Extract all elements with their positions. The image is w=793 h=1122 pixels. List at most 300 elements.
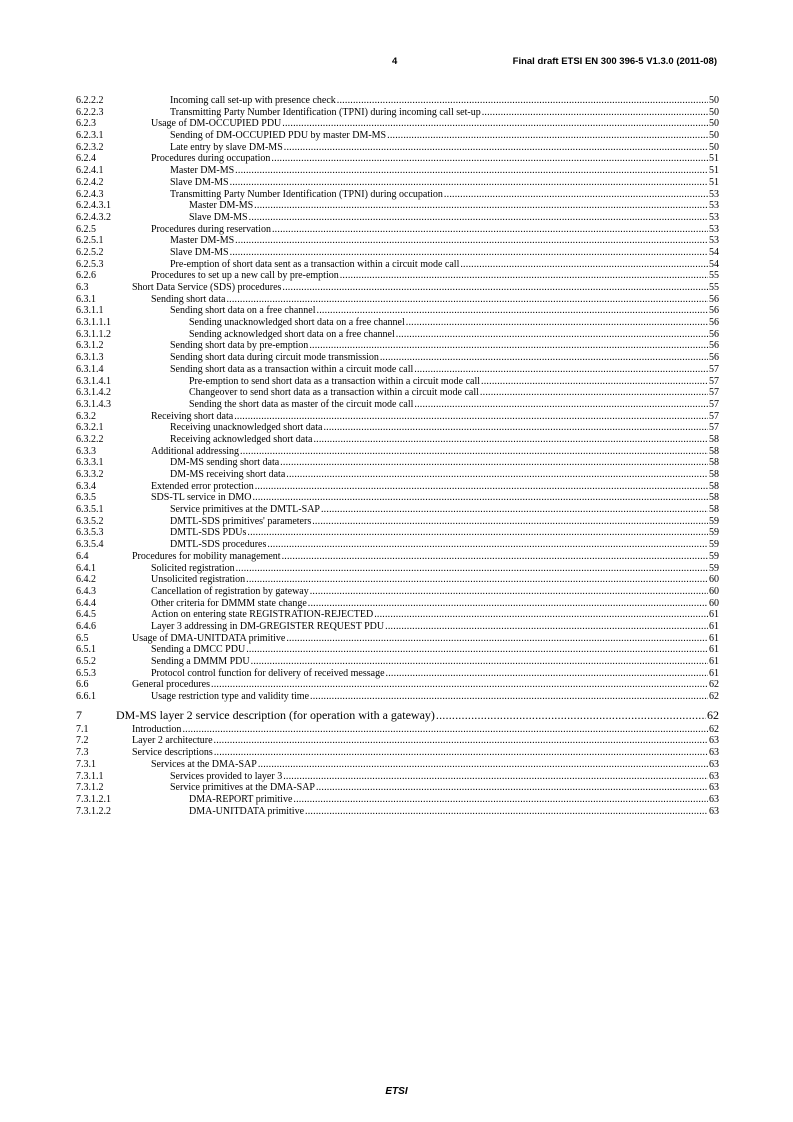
toc-leader-dots	[305, 806, 708, 818]
toc-leader-dots	[481, 376, 708, 388]
toc-entry-number: 6.3.5.3	[76, 527, 104, 539]
toc-entry-number: 6.2.3.2	[76, 141, 104, 153]
toc-entry[interactable]	[76, 399, 719, 411]
toc-entry-title: Sending short data during circuit mode transmission	[170, 352, 379, 364]
toc-entry-number: 6.3.4	[76, 480, 96, 492]
toc-entry-title: Unsolicited registration	[151, 574, 246, 586]
toc-entry[interactable]	[76, 724, 719, 736]
toc-entry-page: 54	[709, 246, 719, 258]
toc-entry[interactable]	[76, 516, 719, 528]
toc-entry-title: Procedures to set up a new call by pre-emption	[151, 270, 339, 282]
toc-entry-title: Pre-emption to send short data as a transaction within a circuit mode call	[189, 375, 481, 387]
toc-entry-title: Additional addressing	[151, 445, 240, 457]
toc-entry-page: 63	[709, 747, 719, 759]
toc-entry[interactable]	[76, 527, 719, 539]
toc-entry-number: 7.3.1.2.1	[76, 793, 111, 805]
toc-entry-page: 55	[709, 282, 719, 293]
toc-leader-dots	[480, 387, 708, 399]
toc-entry[interactable]	[76, 771, 719, 783]
toc-entry-title: Introduction	[132, 723, 182, 735]
toc-entry-number: 6.3.5.4	[76, 539, 104, 551]
toc-leader-dots	[246, 644, 708, 656]
toc-leader-dots	[385, 621, 708, 633]
toc-entry-title: Late entry by slave DM-MS	[170, 141, 283, 153]
toc-entry-page: 59	[709, 562, 719, 574]
toc-entry-page: 60	[709, 597, 719, 609]
toc-entry[interactable]	[76, 469, 719, 481]
toc-entry[interactable]	[76, 539, 719, 551]
toc-leader-dots	[240, 446, 708, 458]
toc-entry-title: Action on entering state REGISTRATION-REJECTED	[151, 609, 374, 621]
toc-entry-number: 6.3.2.2	[76, 433, 104, 445]
toc-entry-number: 6.2.5.2	[76, 246, 104, 258]
toc-leader-dots	[293, 794, 708, 806]
toc-entry-number: 6.3.3.2	[76, 469, 104, 480]
toc-entry-page: 53	[709, 211, 719, 223]
toc-entry[interactable]	[76, 598, 719, 610]
toc-entry-page: 57	[709, 422, 719, 434]
toc-entry[interactable]	[76, 364, 719, 376]
toc-entry-page: 50	[709, 106, 719, 118]
toc-entry-number: 7.3.1	[76, 758, 96, 770]
toc-entry-title: Services provided to layer 3	[170, 770, 283, 782]
toc-leader-dots	[286, 469, 708, 481]
toc-entry-title: DMTL-SDS procedures	[170, 539, 267, 551]
toc-entry-number: 6.3.1.1	[76, 305, 104, 317]
toc-leader-dots	[386, 668, 708, 680]
toc-entry-title: Sending short data as a transaction within a circuit mode call	[170, 363, 414, 375]
toc-entry-number: 6.3.1.3	[76, 352, 104, 364]
toc-entry-title: DM-MS sending short data	[170, 457, 280, 469]
toc-entry[interactable]	[76, 563, 719, 575]
toc-entry-number: 6.5.2	[76, 656, 96, 667]
toc-entry[interactable]	[76, 668, 719, 680]
toc-entry[interactable]	[76, 282, 719, 294]
toc-entry[interactable]	[76, 644, 719, 656]
toc-leader-dots	[436, 706, 706, 724]
toc-entry-number: 7.3.1.2.2	[76, 805, 111, 817]
toc-entry-number: 6.2.5.3	[76, 258, 104, 270]
toc-leader-dots	[254, 200, 708, 212]
toc-entry[interactable]	[76, 481, 719, 493]
toc-entry-title: Service descriptions	[132, 747, 213, 759]
toc-leader-dots	[255, 481, 708, 493]
toc-entry-number: 6.2.4.3.1	[76, 200, 111, 212]
toc-entry-page: 63	[709, 758, 719, 770]
toc-entry-page: 56	[709, 305, 719, 317]
toc-leader-dots	[323, 422, 708, 434]
toc-entry[interactable]	[76, 759, 719, 771]
toc-entry-page: 57	[709, 375, 719, 387]
toc-leader-dots	[312, 516, 708, 528]
table-of-contents	[76, 95, 719, 817]
toc-entry-title: DMTL-SDS primitives' parameters	[170, 515, 312, 527]
toc-entry-page: 62	[707, 707, 719, 722]
toc-entry-number: 7.2	[76, 735, 89, 747]
toc-entry-number: 6.3.2	[76, 410, 96, 422]
toc-entry[interactable]	[76, 387, 719, 399]
toc-leader-dots	[482, 107, 708, 119]
toc-entry-number: 6.3.1.4	[76, 363, 104, 375]
toc-entry[interactable]	[76, 422, 719, 434]
toc-leader-dots	[251, 656, 708, 668]
toc-leader-dots	[406, 317, 708, 329]
toc-leader-dots	[340, 270, 708, 282]
toc-entry-page: 61	[709, 644, 719, 656]
toc-entry[interactable]	[76, 352, 719, 364]
toc-entry[interactable]	[76, 586, 719, 598]
toc-entry-number: 6.4.6	[76, 620, 96, 632]
toc-entry-number: 6.3.1.4.1	[76, 375, 111, 387]
toc-entry-number: 6.2.4.3.2	[76, 211, 111, 223]
toc-leader-dots	[414, 364, 708, 376]
toc-entry-page: 60	[709, 585, 719, 597]
toc-leader-dots	[310, 586, 708, 598]
toc-entry-number: 6.3.1.1.1	[76, 317, 111, 329]
toc-leader-dots	[272, 224, 708, 236]
toc-entry[interactable]	[76, 735, 719, 747]
toc-entry-title: Pre-emption of short data sent as a transaction within a circuit mode call	[170, 258, 460, 270]
toc-entry-title: Procedures for mobility management	[132, 550, 281, 562]
toc-entry[interactable]	[76, 189, 719, 201]
toc-entry-title: Procedures during occupation	[151, 153, 271, 165]
toc-entry-page: 53	[709, 200, 719, 212]
toc-entry-page: 58	[709, 457, 719, 469]
footer-etsi: ETSI	[385, 1086, 408, 1097]
toc-entry-title: Sending a DMCC PDU	[151, 644, 246, 656]
toc-entry[interactable]	[76, 340, 719, 352]
toc-entry-title: Service primitives at the DMTL-SAP	[170, 504, 320, 516]
toc-entry-title: Usage of DMA-UNITDATA primitive	[132, 632, 286, 644]
toc-leader-dots	[267, 539, 708, 551]
toc-entry-title: Short Data Service (SDS) procedures	[132, 282, 282, 293]
toc-entry-page: 51	[709, 153, 719, 165]
toc-leader-dots	[236, 563, 708, 575]
toc-leader-dots	[444, 189, 708, 201]
toc-entry-number: 6.5.3	[76, 667, 96, 679]
toc-entry-title: Service primitives at the DMA-SAP	[170, 782, 315, 794]
toc-entry[interactable]	[76, 457, 719, 469]
toc-entry[interactable]	[76, 504, 719, 516]
toc-leader-dots	[230, 247, 708, 259]
toc-leader-dots	[317, 305, 708, 317]
toc-entry-number: 7.3.1.2	[76, 782, 104, 794]
toc-entry-page: 56	[709, 352, 719, 364]
toc-entry[interactable]	[76, 107, 719, 119]
toc-entry-page: 56	[709, 340, 719, 352]
toc-leader-dots	[214, 747, 708, 759]
page-header	[0, 56, 793, 72]
toc-entry-title: Receiving short data	[151, 410, 234, 422]
toc-entry-title: Protocol control function for delivery of received message	[151, 667, 385, 679]
toc-leader-dots	[310, 691, 708, 703]
toc-entry-number: 6.2.4.3	[76, 188, 104, 200]
toc-entry-page: 54	[709, 258, 719, 270]
toc-entry-title: Transmitting Party Number Identification (TPNI) during occupation	[170, 188, 443, 200]
toc-entry-number: 6.2.4.1	[76, 165, 104, 177]
toc-leader-dots	[258, 759, 708, 771]
toc-leader-dots	[282, 551, 708, 563]
toc-entry-number: 6.4.2	[76, 574, 96, 586]
toc-leader-dots	[235, 165, 708, 177]
toc-entry-page: 53	[709, 223, 719, 235]
toc-entry-title: Sending acknowledged short data on a free channel	[189, 328, 395, 340]
toc-entry-page: 56	[709, 328, 719, 340]
toc-entry[interactable]	[76, 294, 719, 306]
toc-entry-number: 6.2.5	[76, 223, 96, 235]
toc-entry-page: 61	[709, 609, 719, 621]
toc-entry-title: Layer 3 addressing in DM-GREGISTER REQUEST PDU	[151, 620, 385, 632]
toc-entry[interactable]	[76, 142, 719, 154]
toc-entry-page: 57	[709, 398, 719, 410]
toc-entry-number: 7.3.1.1	[76, 770, 104, 782]
toc-entry-number: 6.2.3.1	[76, 130, 104, 142]
toc-leader-dots	[380, 352, 708, 364]
toc-entry-number: 6.3.1.1.2	[76, 328, 111, 340]
document-title: Final draft ETSI EN 300 396-5 V1.3.0 (2011-08)	[512, 56, 717, 67]
toc-entry-page: 58	[709, 445, 719, 457]
toc-entry-title: Sending unacknowledged short data on a free channel	[189, 317, 405, 329]
toc-entry[interactable]	[76, 806, 719, 818]
toc-entry-number: 6.4.1	[76, 562, 96, 574]
toc-entry-number: 6.3.2.1	[76, 422, 104, 434]
toc-leader-dots	[387, 130, 708, 142]
toc-leader-dots	[246, 574, 708, 586]
toc-entry-number: 6.6	[76, 679, 89, 691]
toc-entry-number: 6.3.3.1	[76, 457, 104, 469]
toc-entry-number: 6.2.4	[76, 153, 96, 165]
toc-leader-dots	[252, 492, 708, 504]
toc-leader-dots	[182, 724, 708, 736]
toc-entry[interactable]	[76, 747, 719, 759]
toc-entry-number: 6.3.1.2	[76, 340, 104, 352]
toc-entry-title: Extended error protection	[151, 480, 254, 492]
toc-entry[interactable]	[76, 200, 719, 212]
toc-entry-page: 58	[709, 492, 719, 504]
toc-entry-page: 58	[709, 469, 719, 480]
toc-entry-page: 59	[709, 550, 719, 562]
toc-leader-dots	[309, 340, 708, 352]
toc-entry-page: 62	[709, 679, 719, 691]
toc-entry-title: Sending short data by pre-emption	[170, 340, 309, 352]
toc-entry-title: Receiving acknowledged short data	[170, 433, 313, 445]
toc-entry-title: Transmitting Party Number Identification (TPNI) during incoming call set-up	[170, 106, 481, 118]
toc-entry-number: 6.2.6	[76, 270, 96, 282]
toc-entry-page: 63	[709, 782, 719, 794]
toc-entry-title: Solicited registration	[151, 562, 235, 574]
toc-entry-title: Sending a DMMM PDU	[151, 656, 250, 667]
toc-leader-dots	[282, 282, 708, 294]
toc-entry-number: 6.3.5	[76, 492, 96, 504]
toc-entry-number: 6.5.1	[76, 644, 96, 656]
toc-entry[interactable]	[76, 782, 719, 794]
toc-leader-dots	[211, 679, 708, 691]
toc-entry[interactable]	[76, 118, 719, 130]
toc-entry-page: 51	[709, 165, 719, 177]
toc-leader-dots	[286, 633, 708, 645]
toc-entry-page: 63	[709, 793, 719, 805]
toc-entry[interactable]	[76, 492, 719, 504]
toc-entry[interactable]	[76, 317, 719, 329]
toc-entry-number: 7.3	[76, 747, 89, 759]
toc-entry-title: Changeover to send short data as a transaction within a circuit mode call	[189, 387, 479, 399]
toc-entry-title: Incoming call set-up with presence check	[170, 95, 336, 106]
toc-entry-page: 57	[709, 410, 719, 422]
toc-entry-page: 63	[709, 805, 719, 817]
toc-entry-page: 55	[709, 270, 719, 282]
toc-entry-title: DM-MS receiving short data	[170, 469, 286, 480]
toc-entry[interactable]	[76, 376, 719, 388]
toc-entry-number: 6.4.3	[76, 585, 96, 597]
toc-entry[interactable]	[76, 212, 719, 224]
toc-entry-page: 59	[709, 527, 719, 539]
toc-entry[interactable]	[76, 691, 719, 703]
toc-entry-title: Procedures during reservation	[151, 223, 271, 235]
toc-entry-number: 6.3.3	[76, 445, 96, 457]
toc-entry-number: 6.3.5.1	[76, 504, 104, 516]
toc-entry[interactable]	[76, 574, 719, 586]
toc-entry[interactable]	[76, 633, 719, 645]
toc-entry-number: 6.4.5	[76, 609, 96, 621]
toc-entry-number: 6.2.2.3	[76, 106, 104, 118]
toc-entry-title: Receiving unacknowledged short data	[170, 422, 323, 434]
toc-entry[interactable]	[76, 224, 719, 236]
toc-leader-dots	[308, 598, 708, 610]
toc-entry-number: 6.2.4.2	[76, 176, 104, 188]
toc-entry[interactable]	[76, 434, 719, 446]
toc-leader-dots	[283, 771, 708, 783]
toc-entry-title: DM-MS layer 2 service description (for operation with a gateway)	[116, 707, 435, 722]
toc-leader-dots	[284, 142, 708, 154]
toc-entry[interactable]	[76, 259, 719, 271]
toc-entry-number: 6.3.5.2	[76, 515, 104, 527]
toc-leader-dots	[282, 118, 708, 130]
toc-entry-number: 6.2.3	[76, 118, 96, 130]
toc-entry-title: DMA-REPORT primitive	[189, 793, 293, 805]
toc-entry[interactable]	[76, 247, 719, 259]
toc-entry-page: 57	[709, 363, 719, 375]
toc-entry-page: 50	[709, 141, 719, 153]
toc-entry-page: 59	[709, 539, 719, 551]
toc-entry-page: 62	[709, 723, 719, 735]
toc-entry-page: 58	[709, 480, 719, 492]
toc-leader-dots	[249, 212, 708, 224]
toc-entry-page: 56	[709, 293, 719, 305]
toc-entry[interactable]	[76, 446, 719, 458]
toc-leader-dots	[226, 294, 708, 306]
toc-entry[interactable]	[76, 95, 719, 107]
toc-entry-page: 62	[709, 691, 719, 703]
toc-entry-page: 57	[709, 387, 719, 399]
toc-leader-dots	[414, 399, 708, 411]
toc-leader-dots	[460, 259, 708, 271]
toc-leader-dots	[280, 457, 708, 469]
toc-entry-title: Sending short data on a free channel	[170, 305, 316, 317]
toc-entry-title: Master DM-MS	[170, 165, 235, 177]
toc-entry[interactable]	[76, 329, 719, 341]
toc-entry-page: 60	[709, 574, 719, 586]
toc-entry-number: 6.3	[76, 282, 89, 293]
toc-entry[interactable]	[76, 794, 719, 806]
toc-entry-title: Usage of DM-OCCUPIED PDU	[151, 118, 282, 130]
toc-leader-dots	[337, 95, 708, 107]
toc-entry[interactable]	[76, 270, 719, 282]
toc-entry-page: 61	[709, 656, 719, 667]
toc-entry-page: 63	[709, 770, 719, 782]
toc-entry-title: Sending of DM-OCCUPIED PDU by master DM-MS	[170, 130, 387, 142]
toc-leader-dots	[374, 609, 708, 621]
toc-entry-title: Cancellation of registration by gateway	[151, 585, 309, 597]
toc-leader-dots	[321, 504, 708, 516]
toc-entry-title: Sending the short data as master of the circuit mode call	[189, 398, 414, 410]
toc-entry[interactable]	[76, 656, 719, 668]
toc-entry-title: Layer 2 architecture	[132, 735, 213, 747]
toc-leader-dots	[313, 434, 708, 446]
toc-entry[interactable]	[76, 551, 719, 563]
toc-entry[interactable]	[76, 411, 719, 423]
toc-entry[interactable]	[76, 609, 719, 621]
toc-entry[interactable]	[76, 305, 719, 317]
toc-entry-title: Usage restriction type and validity time	[151, 691, 310, 703]
toc-entry-page: 50	[709, 95, 719, 106]
toc-entry-number: 6.3.1.4.2	[76, 387, 111, 399]
toc-entry-number: 6.6.1	[76, 691, 96, 703]
toc-leader-dots	[271, 153, 708, 165]
toc-entry[interactable]	[76, 235, 719, 247]
toc-leader-dots	[247, 527, 708, 539]
toc-entry-page: 56	[709, 317, 719, 329]
toc-entry-page: 51	[709, 176, 719, 188]
toc-entry-title: General procedures	[132, 679, 211, 691]
toc-leader-dots	[234, 411, 708, 423]
toc-entry-title: Slave DM-MS	[189, 211, 248, 223]
toc-entry-page: 61	[709, 620, 719, 632]
toc-entry-page: 50	[709, 130, 719, 142]
toc-leader-dots	[235, 235, 708, 247]
toc-leader-dots	[316, 782, 708, 794]
toc-entry-title: SDS-TL service in DMO	[151, 492, 252, 504]
toc-entry[interactable]	[76, 621, 719, 633]
toc-entry-page: 61	[709, 667, 719, 679]
toc-entry-title: DMTL-SDS PDUs	[170, 527, 247, 539]
toc-entry-number: 6.4.4	[76, 597, 96, 609]
toc-entry[interactable]	[76, 706, 719, 724]
toc-entry-number: 6.2.2.2	[76, 95, 104, 106]
toc-entry-number: 7.1	[76, 723, 89, 735]
toc-entry[interactable]	[76, 153, 719, 165]
toc-entry[interactable]	[76, 177, 719, 189]
toc-entry-number: 6.5	[76, 632, 89, 644]
toc-entry[interactable]	[76, 165, 719, 177]
toc-entry-title: Slave DM-MS	[170, 246, 229, 258]
toc-entry-title: Master DM-MS	[170, 235, 235, 247]
toc-entry-number: 7	[76, 707, 82, 722]
toc-entry-title: Other criteria for DMMM state change	[151, 597, 307, 609]
toc-entry-page: 53	[709, 188, 719, 200]
page-number: 4	[392, 56, 398, 67]
toc-leader-dots	[396, 329, 708, 341]
toc-entry-number: 6.3.1.4.3	[76, 398, 111, 410]
toc-entry-page: 58	[709, 504, 719, 516]
toc-entry-number: 6.2.5.1	[76, 235, 104, 247]
toc-entry-title: Services at the DMA-SAP	[151, 758, 257, 770]
toc-entry-page: 63	[709, 735, 719, 747]
toc-entry-number: 6.3.1	[76, 293, 96, 305]
toc-entry[interactable]	[76, 130, 719, 142]
toc-entry-title: Sending short data	[151, 293, 226, 305]
toc-entry[interactable]	[76, 679, 719, 691]
toc-entry-page: 58	[709, 433, 719, 445]
